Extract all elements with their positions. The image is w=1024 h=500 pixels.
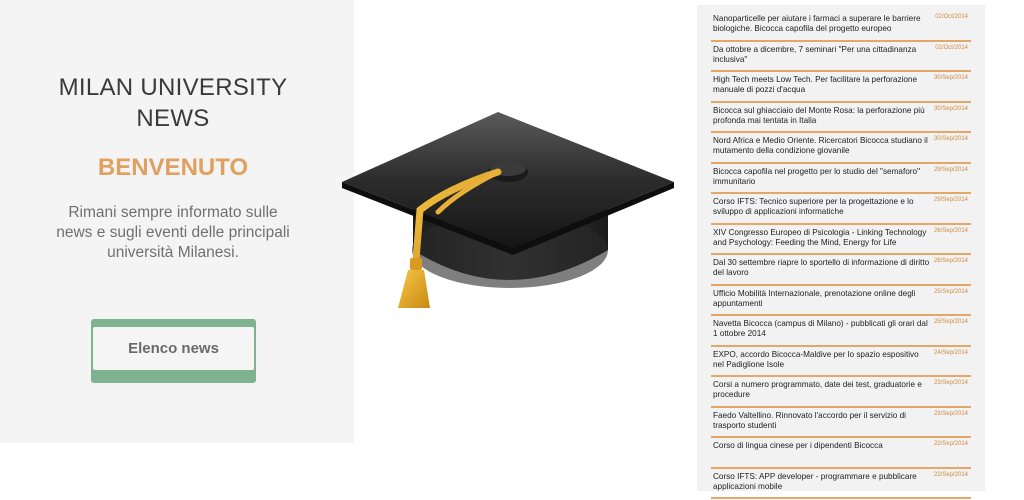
news-item[interactable] bbox=[711, 408, 971, 439]
news-date: 30/Sep/2014 bbox=[933, 136, 968, 142]
news-item[interactable] bbox=[711, 469, 971, 500]
news-item[interactable] bbox=[711, 11, 971, 42]
graduation-cap-icon bbox=[338, 100, 678, 315]
news-title[interactable]: High Tech meets Low Tech. Per facilitare la perforazione manuale di pozzi d'acqua bbox=[713, 75, 918, 95]
news-title[interactable]: Ufficio Mobilità Internazionale, prenotazione online degli appuntamenti bbox=[713, 288, 916, 308]
welcome-panel bbox=[0, 0, 354, 443]
news-date: 23/Sep/2014 bbox=[933, 380, 968, 386]
news-title[interactable]: Bicocca capofila nel progetto per lo studio del "semaforo" immunitario bbox=[713, 166, 920, 186]
news-item[interactable] bbox=[711, 103, 971, 134]
news-item[interactable] bbox=[711, 316, 971, 347]
news-item[interactable] bbox=[711, 164, 971, 195]
news-item[interactable] bbox=[711, 286, 971, 317]
news-date: 30/Sep/2014 bbox=[933, 105, 968, 112]
news-date: 02/Oct/2014 bbox=[935, 44, 968, 51]
app-title-line1: MILAN UNIVERSITY bbox=[58, 74, 288, 101]
news-date: 25/Sep/2014 bbox=[933, 319, 968, 325]
news-item[interactable] bbox=[711, 377, 971, 408]
news-date: 24/Sep/2014 bbox=[933, 349, 968, 356]
news-item[interactable] bbox=[711, 42, 971, 73]
news-title[interactable]: Nord Africa e Medio Oriente. Ricercatori Bicocca studiano il mutamento della condizione giovanile bbox=[713, 136, 928, 156]
news-date: 02/Oct/2014 bbox=[935, 14, 968, 20]
news-title[interactable]: Faedo Valtellino. Rinnovato l'accordo per il servizio di trasporto studenti bbox=[713, 410, 907, 430]
news-date: 29/Sep/2014 bbox=[933, 197, 968, 203]
news-date: 26/Sep/2014 bbox=[933, 258, 968, 264]
app-title bbox=[40, 72, 306, 134]
news-item[interactable] bbox=[711, 438, 971, 469]
news-date: 30/Sep/2014 bbox=[933, 75, 968, 81]
news-title[interactable]: Corso IFTS: APP developer - programmare e pubblicare applicazioni mobile bbox=[713, 471, 917, 491]
news-date: 22/Sep/2014 bbox=[933, 471, 968, 478]
news-title[interactable]: Corso di lingua cinese per i dipendenti Bicocca bbox=[713, 441, 883, 450]
news-item[interactable] bbox=[711, 133, 971, 164]
news-list bbox=[711, 11, 971, 499]
news-title[interactable]: Corso IFTS: Tecnico superiore per la progettazione e lo sviluppo di applicazioni informatiche bbox=[713, 197, 914, 217]
news-date: 22/Sep/2014 bbox=[933, 441, 968, 447]
news-date: 26/Sep/2014 bbox=[933, 227, 968, 234]
news-item[interactable] bbox=[711, 225, 971, 256]
news-title[interactable]: Dal 30 settembre riapre lo sportello di informazione di diritto del lavoro bbox=[713, 258, 930, 278]
news-title[interactable]: EXPO, accordo Bicocca-Maldive per lo spazio espositivo nel Padiglione Isole bbox=[713, 349, 919, 369]
news-item[interactable] bbox=[711, 72, 971, 103]
news-title[interactable]: Nanoparticelle per aiutare i farmaci a superare le barriere biologiche. Bicocca capofila del progetto europeo bbox=[713, 14, 921, 34]
news-item[interactable] bbox=[711, 347, 971, 378]
news-title[interactable]: Corsi a numero programmato, date dei test, graduatorie e procedure bbox=[713, 380, 922, 400]
news-list-button[interactable] bbox=[91, 319, 256, 383]
news-list-button-label[interactable]: Elenco news bbox=[93, 327, 254, 370]
news-date: 25/Sep/2014 bbox=[933, 288, 968, 295]
news-title[interactable]: Bicocca sul ghiacciaio del Monte Rosa: la perforazione più profonda mai tentata in Italia bbox=[713, 105, 925, 125]
welcome-heading: BENVENUTO bbox=[97, 154, 249, 181]
news-item[interactable] bbox=[711, 255, 971, 286]
news-title[interactable]: Navetta Bicocca (campus di Milano) - pubblicati gli orari dal 1 ottobre 2014 bbox=[713, 319, 928, 339]
app-title-line2: NEWS bbox=[136, 105, 210, 132]
welcome-description: Rimani sempre informato sulle news e sugli eventi delle principali università Milanesi. bbox=[56, 204, 290, 261]
news-item[interactable] bbox=[711, 194, 971, 225]
news-title[interactable]: XIV Congresso Europeo di Psicologia - Linking Technology and Psychology: Feeding the Mind, Energy for Life bbox=[713, 227, 927, 247]
news-date: 29/Sep/2014 bbox=[933, 166, 968, 173]
news-date: 23/Sep/2014 bbox=[933, 410, 968, 417]
news-panel bbox=[697, 5, 985, 491]
news-title[interactable]: Da ottobre a dicembre, 7 seminari "Per una cittadinanza inclusiva" bbox=[713, 44, 917, 64]
